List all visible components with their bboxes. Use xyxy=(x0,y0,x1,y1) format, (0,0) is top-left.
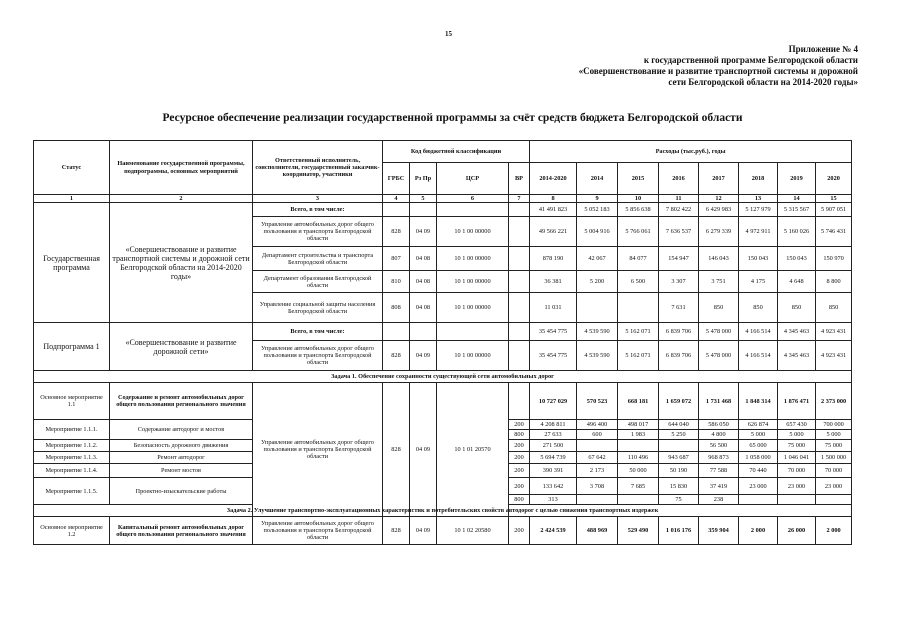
sp-value: 4 539 590 xyxy=(577,341,618,371)
header-year: 2015 xyxy=(618,163,659,195)
m114-value: 70 000 xyxy=(778,464,816,478)
gp-value: 5 766 061 xyxy=(618,217,659,247)
m113-value: 5 694 739 xyxy=(530,452,577,464)
task-1-heading: Задача 1. Обеспечение сохранности существующей сети автомобильных дорог xyxy=(34,371,852,383)
m112-value: 56 500 xyxy=(699,440,739,452)
header-budget-code: Код бюджетной классификации xyxy=(383,141,530,163)
sp-value: 35 454 775 xyxy=(530,341,577,371)
header-csr: ЦСР xyxy=(437,163,509,195)
om11-value: 668 181 xyxy=(618,383,659,420)
om11-value: 1 876 471 xyxy=(778,383,816,420)
sp-total-value: 4 539 590 xyxy=(577,323,618,341)
code-vr: 800 xyxy=(509,495,530,505)
gp-total-value: 41 491 823 xyxy=(530,203,577,217)
m111-name: Содержание автодорог и мостов xyxy=(110,420,253,440)
m112-value: 271 500 xyxy=(530,440,577,452)
code-vr xyxy=(509,293,530,323)
col-number: 7 xyxy=(509,195,530,203)
code-vr xyxy=(509,247,530,271)
sp-value: 4 345 463 xyxy=(778,341,816,371)
m111-value: 5 000 xyxy=(816,430,852,440)
code-grbs: 807 xyxy=(383,247,410,271)
gp-value: 850 xyxy=(699,293,739,323)
appendix-line-1: Приложение № 4 xyxy=(788,44,858,54)
sp-executor: Управление автомобильных дорог общего пользования и транспорта Белгородской области xyxy=(253,341,383,371)
gp-value: 150 043 xyxy=(739,247,778,271)
m115-value: 15 830 xyxy=(659,478,699,495)
code-vr xyxy=(509,217,530,247)
m111-value: 626 874 xyxy=(739,420,778,430)
m113-value: 943 687 xyxy=(659,452,699,464)
col-number: 13 xyxy=(739,195,778,203)
m115-value xyxy=(618,495,659,505)
code-vr xyxy=(509,341,530,371)
sp-value: 4 166 514 xyxy=(739,341,778,371)
gp-executor: Департамент строительства и транспорта Белгородской области xyxy=(253,247,383,271)
code-vr: 200 xyxy=(509,420,530,430)
m115-value: 313 xyxy=(530,495,577,505)
gp-total-value: 7 802 422 xyxy=(659,203,699,217)
om12-value: 26 000 xyxy=(778,517,816,545)
m113-value: 1 500 000 xyxy=(816,452,852,464)
m114-value: 50 000 xyxy=(618,464,659,478)
om12-value: 2 424 539 xyxy=(530,517,577,545)
om12-value: 2 000 xyxy=(739,517,778,545)
gp-value: 5 746 431 xyxy=(816,217,852,247)
code-grbs: 808 xyxy=(383,293,410,323)
sp-value: 4 923 431 xyxy=(816,341,852,371)
appendix-line-4: сети Белгородской области на 2014-2020 годы» xyxy=(668,77,858,87)
m115-value: 238 xyxy=(699,495,739,505)
header-year: 2018 xyxy=(739,163,778,195)
m115-value: 7 685 xyxy=(618,478,659,495)
m114-value: 77 588 xyxy=(699,464,739,478)
om11-status: Основное мероприятие 1.1 xyxy=(34,383,110,420)
m113-value: 1 058 000 xyxy=(739,452,778,464)
om11-value: 1 659 072 xyxy=(659,383,699,420)
header-year: 2016 xyxy=(659,163,699,195)
col-number: 2 xyxy=(110,195,253,203)
m115-value: 23 000 xyxy=(739,478,778,495)
m112-value xyxy=(577,440,618,452)
code-vr: 200 xyxy=(509,440,530,452)
gp-value: 3 307 xyxy=(659,271,699,293)
m111-value: 4 800 xyxy=(699,430,739,440)
gp-total-value: 5 907 051 xyxy=(816,203,852,217)
m111-value: 5 250 xyxy=(659,430,699,440)
code-csr: 10 1 00 00000 xyxy=(437,217,509,247)
sp-total-label: Всего, в том числе: xyxy=(253,323,383,341)
m111-value: 496 400 xyxy=(577,420,618,430)
om12-value: 2 000 xyxy=(816,517,852,545)
m111-value: 1 983 xyxy=(618,430,659,440)
sp-total-value: 5 162 071 xyxy=(618,323,659,341)
m113-value: 67 642 xyxy=(577,452,618,464)
m115-value: 23 000 xyxy=(778,478,816,495)
code-rzpr: 04 09 xyxy=(410,217,437,247)
code-rzpr: 04 09 xyxy=(410,517,437,545)
gp-total-value: 5 127 979 xyxy=(739,203,778,217)
block-csr: 10 1 01 20570 xyxy=(437,383,509,517)
appendix-header xyxy=(438,44,858,88)
om12-value: 488 969 xyxy=(577,517,618,545)
header-year: 2019 xyxy=(778,163,816,195)
om12-value: 529 490 xyxy=(618,517,659,545)
gp-value: 850 xyxy=(778,293,816,323)
code-rzpr: 04 08 xyxy=(410,247,437,271)
m114-name: Ремонт мостов xyxy=(110,464,253,478)
m114-value: 390 391 xyxy=(530,464,577,478)
block-rzpr: 04 09 xyxy=(410,383,437,517)
block-grbs: 828 xyxy=(383,383,410,517)
gp-value: 6 500 xyxy=(618,271,659,293)
m115-name: Проектно-изыскательские работы xyxy=(110,478,253,505)
m114-value: 70 440 xyxy=(739,464,778,478)
gp-executor: Управление социальной защиты населения Белгородской области xyxy=(253,293,383,323)
m115-status: Мероприятие 1.1.5. xyxy=(34,478,110,505)
gp-total-label: Всего, в том числе: xyxy=(253,203,383,217)
gp-value: 150 043 xyxy=(778,247,816,271)
gp-value: 850 xyxy=(739,293,778,323)
code-vr: 200 xyxy=(509,464,530,478)
m111-value: 644 040 xyxy=(659,420,699,430)
gp-executor: Департамент образования Белгородской области xyxy=(253,271,383,293)
gp-value: 3 751 xyxy=(699,271,739,293)
m115-value xyxy=(778,495,816,505)
sp-total-value: 4 345 463 xyxy=(778,323,816,341)
code-csr: 10 1 02 20580 xyxy=(437,517,509,545)
sp-status: Подпрограмма 1 xyxy=(34,323,110,371)
m111-value: 4 208 811 xyxy=(530,420,577,430)
m115-value: 133 642 xyxy=(530,478,577,495)
m115-value xyxy=(739,495,778,505)
om11-value: 1 731 468 xyxy=(699,383,739,420)
m113-value: 1 046 041 xyxy=(778,452,816,464)
page-number: 15 xyxy=(445,30,452,38)
col-number: 5 xyxy=(410,195,437,203)
code-vr: 800 xyxy=(509,430,530,440)
m115-value: 37 419 xyxy=(699,478,739,495)
gp-value: 11 031 xyxy=(530,293,577,323)
gp-value: 850 xyxy=(816,293,852,323)
sp-total-value: 4 166 514 xyxy=(739,323,778,341)
col-number: 6 xyxy=(437,195,509,203)
code-vr: 200 xyxy=(509,478,530,495)
m113-status: Мероприятие 1.1.3. xyxy=(34,452,110,464)
code-rzpr: 04 08 xyxy=(410,293,437,323)
col-number: 15 xyxy=(816,195,852,203)
m111-status: Мероприятие 1.1.1. xyxy=(34,420,110,440)
m111-value: 700 000 xyxy=(816,420,852,430)
code-vr: 200 xyxy=(509,452,530,464)
m111-value: 600 xyxy=(577,430,618,440)
om11-value: 570 523 xyxy=(577,383,618,420)
header-status: Статус xyxy=(34,141,110,195)
m111-value: 5 000 xyxy=(778,430,816,440)
code-grbs: 828 xyxy=(383,517,410,545)
col-number: 14 xyxy=(778,195,816,203)
m111-value: 586 050 xyxy=(699,420,739,430)
sp-value: 5 162 071 xyxy=(618,341,659,371)
task-2-heading: Задача 2. Улучшение транспортно-эксплуатационных характеристик и потребительских свойств автодорог с целью снижения транспортных издержек xyxy=(34,505,852,517)
gp-value: 7 636 537 xyxy=(659,217,699,247)
col-number: 11 xyxy=(659,195,699,203)
gp-value: 36 381 xyxy=(530,271,577,293)
code-rzpr: 04 08 xyxy=(410,271,437,293)
col-number: 10 xyxy=(618,195,659,203)
document-title: Ресурсное обеспечение реализации государственной программы за счёт средств бюджета Белгородской области xyxy=(162,112,743,124)
sp-value: 6 839 706 xyxy=(659,341,699,371)
sp-total-value: 4 923 431 xyxy=(816,323,852,341)
header-year: 2017 xyxy=(699,163,739,195)
code-vr: 200 xyxy=(509,517,530,545)
gp-value: 5 200 xyxy=(577,271,618,293)
m113-value: 110 496 xyxy=(618,452,659,464)
code-grbs: 828 xyxy=(383,341,410,371)
m112-value: 65 000 xyxy=(739,440,778,452)
gp-value xyxy=(618,293,659,323)
resource-table xyxy=(33,140,852,545)
om11-value: 2 373 000 xyxy=(816,383,852,420)
gp-value: 4 648 xyxy=(778,271,816,293)
gp-value: 878 190 xyxy=(530,247,577,271)
m112-name: Безопасность дорожного движения xyxy=(110,440,253,452)
header-name: Наименование государственной программы, подпрограммы, основных мероприятий xyxy=(110,141,253,195)
gp-total-value: 6 429 983 xyxy=(699,203,739,217)
gp-status: Государственная программа xyxy=(34,203,110,323)
gp-value: 154 947 xyxy=(659,247,699,271)
m114-value: 70 000 xyxy=(816,464,852,478)
om11-value: 1 848 314 xyxy=(739,383,778,420)
col-number: 12 xyxy=(699,195,739,203)
code-grbs: 810 xyxy=(383,271,410,293)
om12-executor: Управление автомобильных дорог общего пользования и транспорта Белгородской области xyxy=(253,517,383,545)
sp-name: «Совершенствование и развитие дорожной сети» xyxy=(110,323,253,371)
code-csr: 10 1 00 00000 xyxy=(437,293,509,323)
appendix-line-2: к государственной программе Белгородской области xyxy=(643,55,858,65)
code-vr xyxy=(509,271,530,293)
header-executor: Ответственный исполнитель, соисполнители, государственный заказчик-координатор, участники xyxy=(253,141,383,195)
sp-total-value: 35 454 775 xyxy=(530,323,577,341)
m112-value: 75 000 xyxy=(816,440,852,452)
header-year: 2020 xyxy=(816,163,852,195)
gp-value: 150 970 xyxy=(816,247,852,271)
header-year: 2014 xyxy=(577,163,618,195)
m112-value: 75 000 xyxy=(778,440,816,452)
sp-value: 5 478 000 xyxy=(699,341,739,371)
gp-total-value: 5 052 183 xyxy=(577,203,618,217)
gp-value: 42 067 xyxy=(577,247,618,271)
m114-value: 50 190 xyxy=(659,464,699,478)
header-grbs: ГРБС xyxy=(383,163,410,195)
col-number: 8 xyxy=(530,195,577,203)
om12-value: 1 016 176 xyxy=(659,517,699,545)
om12-value: 359 904 xyxy=(699,517,739,545)
code-csr: 10 1 00 00000 xyxy=(437,271,509,293)
m115-value: 23 000 xyxy=(816,478,852,495)
code-grbs: 828 xyxy=(383,217,410,247)
col-number: 3 xyxy=(253,195,383,203)
om12-status: Основное мероприятие 1.2 xyxy=(34,517,110,545)
gp-value: 5 004 916 xyxy=(577,217,618,247)
header-expenses: Расходы (тыс.руб.), годы xyxy=(530,141,852,163)
gp-value: 4 175 xyxy=(739,271,778,293)
code-csr: 10 1 00 00000 xyxy=(437,247,509,271)
m114-status: Мероприятие 1.1.4. xyxy=(34,464,110,478)
gp-value: 49 566 221 xyxy=(530,217,577,247)
m112-value xyxy=(659,440,699,452)
m114-value: 2 173 xyxy=(577,464,618,478)
gp-executor: Управление автомобильных дорог общего пользования и транспорта Белгородской области xyxy=(253,217,383,247)
gp-value: 4 972 911 xyxy=(739,217,778,247)
m111-value: 657 430 xyxy=(778,420,816,430)
header-year: 2014-2020 xyxy=(530,163,577,195)
gp-value: 6 279 339 xyxy=(699,217,739,247)
m111-value: 27 633 xyxy=(530,430,577,440)
m112-status: Мероприятие 1.1.2. xyxy=(34,440,110,452)
block-executor: Управление автомобильных дорог общего пользования и транспорта Белгородской области xyxy=(253,383,383,517)
col-number: 1 xyxy=(34,195,110,203)
col-number: 9 xyxy=(577,195,618,203)
om11-name: Содержание и ремонт автомобильных дорог общего пользования регионального значения xyxy=(110,383,253,420)
m112-value xyxy=(618,440,659,452)
m111-value: 5 000 xyxy=(739,430,778,440)
sp-total-value: 5 478 000 xyxy=(699,323,739,341)
om11-value: 10 727 029 xyxy=(530,383,577,420)
gp-value: 7 631 xyxy=(659,293,699,323)
code-csr: 10 1 00 00000 xyxy=(437,341,509,371)
m113-name: Ремонт автодорог xyxy=(110,452,253,464)
gp-total-value: 5 856 638 xyxy=(618,203,659,217)
m111-value: 498 017 xyxy=(618,420,659,430)
col-number: 4 xyxy=(383,195,410,203)
m115-value: 75 xyxy=(659,495,699,505)
m115-value: 3 708 xyxy=(577,478,618,495)
gp-value: 146 043 xyxy=(699,247,739,271)
header-vr: ВР xyxy=(509,163,530,195)
m113-value: 968 873 xyxy=(699,452,739,464)
gp-value: 5 160 026 xyxy=(778,217,816,247)
gp-name: «Совершенствование и развитие транспортной системы и дорожной сети Белгородской области на 2014-2020 годы» xyxy=(110,203,253,323)
gp-value xyxy=(577,293,618,323)
gp-value: 84 077 xyxy=(618,247,659,271)
gp-total-value: 5 315 567 xyxy=(778,203,816,217)
om12-name: Капитальный ремонт автомобильных дорог общего пользования регионального значения xyxy=(110,517,253,545)
header-rzpr: Рз Пр xyxy=(410,163,437,195)
sp-total-value: 6 839 706 xyxy=(659,323,699,341)
code-rzpr: 04 09 xyxy=(410,341,437,371)
m115-value xyxy=(816,495,852,505)
m115-value xyxy=(577,495,618,505)
gp-value: 8 800 xyxy=(816,271,852,293)
appendix-line-3: «Совершенствование и развитие транспортной системы и дорожной xyxy=(578,66,858,76)
